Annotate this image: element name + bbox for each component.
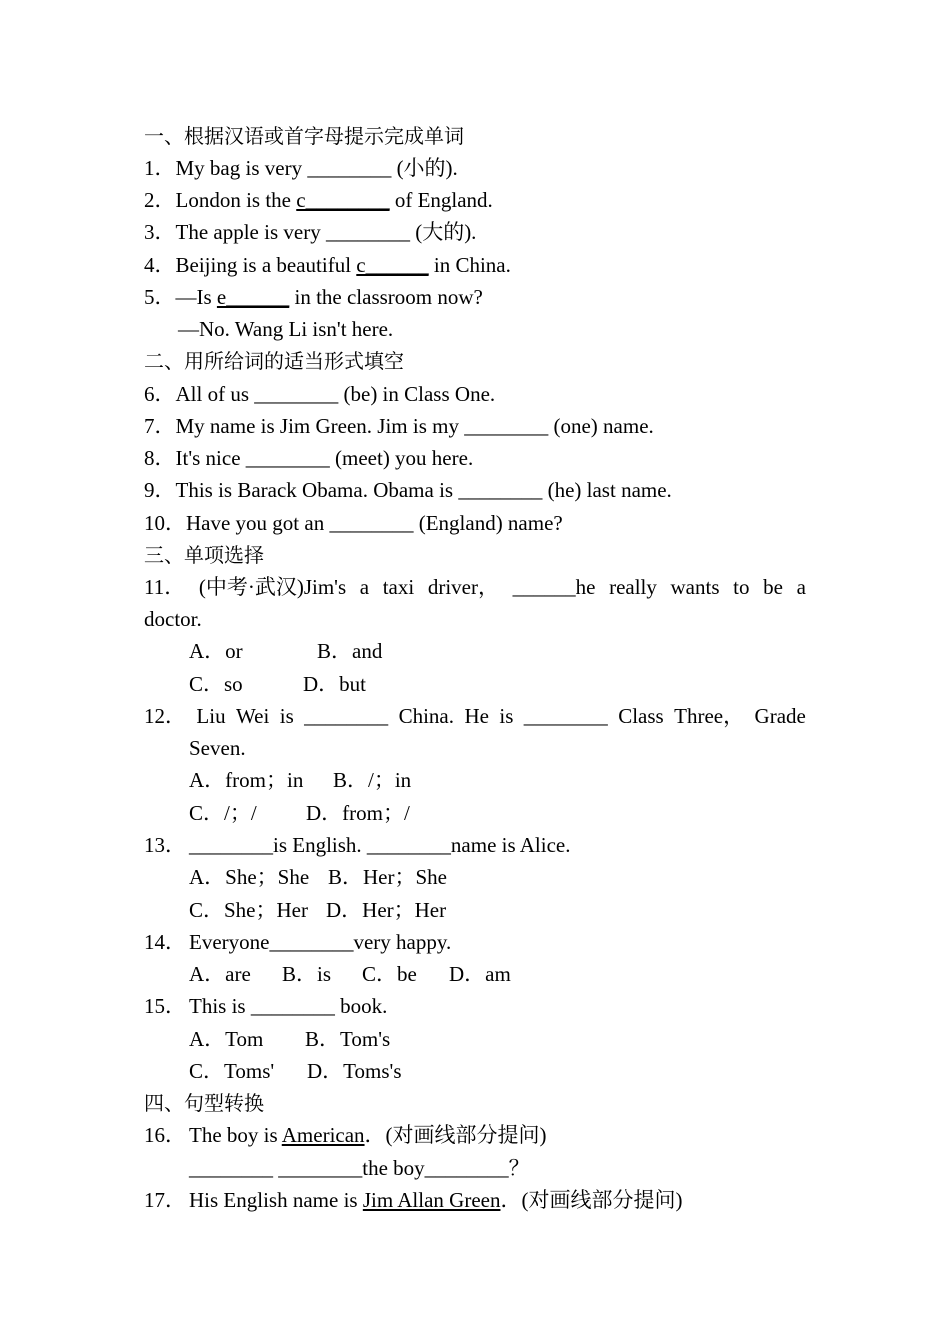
options-row [189, 1024, 390, 1054]
question-14 [144, 927, 451, 957]
question-number: 13． [144, 833, 186, 857]
question-text: His English name is [189, 1188, 363, 1212]
question-word: China. [398, 704, 455, 728]
question-word: to [733, 575, 750, 599]
question-instruction: ．(对画线部分提问) [364, 1123, 547, 1147]
question-number: 16． [144, 1123, 186, 1147]
question-text: All of us ________ (be) in Class One. [175, 382, 496, 406]
underlined-target: Jim Allan Green [362, 1188, 501, 1212]
options-row [189, 669, 366, 699]
section-heading: 三、单项选择 [144, 543, 264, 567]
underlined-target: American [281, 1123, 365, 1147]
question-5 [144, 282, 483, 312]
question-text: of England. [389, 188, 493, 212]
question-text: Everyone________very happy. [189, 930, 452, 954]
options-row [189, 636, 382, 666]
section-heading: 四、句型转换 [144, 1091, 264, 1115]
option-b: B．Tom's [305, 1027, 391, 1051]
question-text: My bag is very ________ (小的). [175, 156, 458, 180]
question-4 [144, 250, 511, 280]
option-d: D．Toms's [307, 1059, 402, 1083]
question-word: ________ [523, 704, 608, 728]
question-9 [144, 475, 672, 505]
question-text: in the classroom now? [289, 285, 483, 309]
question-11 [144, 572, 806, 602]
question-17 [144, 1185, 682, 1215]
question-text: My name is Jim Green. Jim is my ________ (one) name. [175, 414, 654, 438]
question-8 [144, 443, 473, 473]
question-word: is [499, 704, 514, 728]
question-text: Have you got an ________ (England) name? [186, 511, 563, 535]
question-instruction: ．(对画线部分提问) [500, 1188, 683, 1212]
section-heading: 二、用所给词的适当形式填空 [144, 349, 404, 373]
question-text: London is the [175, 188, 297, 212]
section-heading: 一、根据汉语或首字母提示完成单词 [144, 124, 464, 148]
question-3 [144, 217, 476, 247]
question-text: This is ________ book. [189, 994, 388, 1018]
options-row [189, 765, 411, 795]
underlined-hint: e______ [216, 285, 290, 309]
question-number: 14． [144, 930, 186, 954]
question-word: He [464, 704, 489, 728]
question-word: taxi [382, 575, 415, 599]
options-row [189, 895, 446, 925]
option-a: A．or [189, 639, 243, 663]
question-number: 9． [144, 478, 176, 502]
question-13 [144, 830, 570, 860]
options-row [189, 959, 511, 989]
option-a: A．from；in [189, 768, 304, 792]
question-12-continuation: Seven. [189, 736, 246, 760]
question-number: 5． [144, 285, 176, 309]
option-b: B．is [282, 962, 332, 986]
option-d: D．from；/ [306, 801, 410, 825]
question-text: The apple is very ________ (大的). [175, 220, 477, 244]
question-text: The boy is [189, 1123, 282, 1147]
option-a: A．She；She [189, 865, 310, 889]
question-2 [144, 185, 493, 215]
question-number: 15． [144, 994, 186, 1018]
options-row [189, 1056, 402, 1086]
question-number: 3． [144, 220, 176, 244]
question-15 [144, 991, 387, 1021]
question-word: driver， [427, 575, 499, 599]
option-c: C．She；Her [189, 898, 308, 922]
question-word: a [359, 575, 370, 599]
question-text: Beijing is a beautiful [175, 253, 357, 277]
question-word: ______he [512, 575, 596, 599]
option-c: C．/；/ [189, 801, 257, 825]
question-number: 7． [144, 414, 176, 438]
question-16 [144, 1120, 547, 1150]
question-word: wants [670, 575, 720, 599]
question-6 [144, 379, 495, 409]
question-1 [144, 153, 458, 183]
question-number: 1． [144, 156, 176, 180]
question-word: Three， [674, 704, 745, 728]
options-row [189, 798, 410, 828]
question-number: 12． [144, 704, 186, 728]
question-10 [144, 508, 563, 538]
question-word: a [796, 575, 806, 599]
question-word: ________ [304, 704, 389, 728]
question-word: Liu [196, 704, 226, 728]
option-b: B．Her；She [328, 865, 447, 889]
options-row [189, 862, 447, 892]
underlined-hint: c________ [296, 188, 390, 212]
option-d: D．Her；Her [326, 898, 447, 922]
question-text: —Is [175, 285, 217, 309]
question-word: be [763, 575, 783, 599]
question-word: (中考·武汉)Jim's [198, 575, 347, 599]
question-12 [144, 701, 806, 731]
question-number: 4． [144, 253, 176, 277]
question-number: 10． [144, 511, 186, 535]
question-11-continuation: doctor. [144, 607, 202, 631]
question-number: 11． [144, 575, 186, 599]
question-word: Class [618, 704, 664, 728]
question-word: Wei [236, 704, 270, 728]
question-5-reply: —No. Wang Li isn't here. [178, 317, 394, 341]
option-c: C．Toms' [189, 1059, 275, 1083]
question-word: really [609, 575, 657, 599]
option-c: C．so [189, 672, 243, 696]
option-b: B．and [317, 639, 383, 663]
question-number: 2． [144, 188, 176, 212]
question-text: in China. [428, 253, 511, 277]
question-text: It's nice ________ (meet) you here. [175, 446, 474, 470]
underlined-hint: c______ [356, 253, 429, 277]
question-word: is [279, 704, 294, 728]
question-word: Grade [754, 704, 806, 728]
question-number: 8． [144, 446, 176, 470]
option-a: A．Tom [189, 1027, 264, 1051]
option-d: D．am [449, 962, 511, 986]
question-number: 17． [144, 1188, 186, 1212]
question-text: ________is English. ________name is Alice. [189, 833, 571, 857]
question-text: This is Barack Obama. Obama is ________ (he) last name. [175, 478, 672, 502]
question-7 [144, 411, 654, 441]
option-b: B．/；in [333, 768, 412, 792]
option-c: C．be [362, 962, 417, 986]
question-number: 6． [144, 382, 176, 406]
option-d: D．but [303, 672, 366, 696]
question-16-answer-line: ________ ________the boy________？ [189, 1156, 530, 1180]
option-a: A．are [189, 962, 251, 986]
